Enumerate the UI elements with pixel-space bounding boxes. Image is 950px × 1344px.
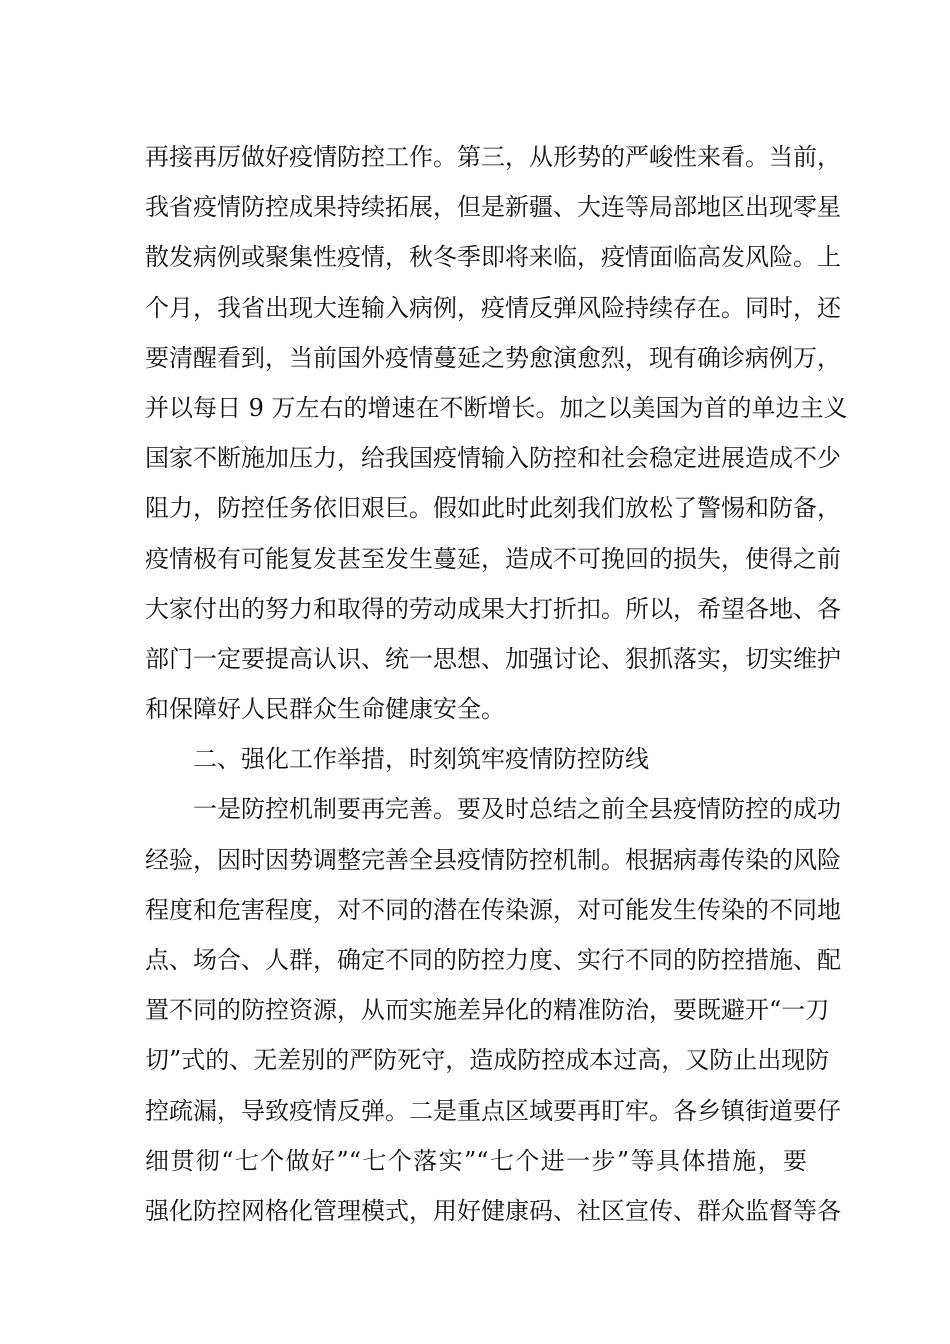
text-line: 国家不断施加压力，给我国疫情输入防控和社会稳定进展造成不少 — [145, 444, 841, 473]
text-line: 点、场合、人群，确定不同的防控力度、实行不同的防控措施、配 — [145, 946, 841, 974]
text-line: 大家付出的努力和取得的劳动成果大打折扣。所以，希望各地、各 — [145, 594, 841, 623]
text-line: 要清醒看到，当前国外疫情蔓延之势愈演愈烈，现有确诊病例万， — [145, 343, 841, 372]
text-line: 再接再厉做好疫情防控工作。第三，从形势的严峻性来看。当前， — [145, 143, 841, 171]
text-line: 散发病例或聚集性疫情，秋冬季即将来临，疫情面临高发风险。上 — [145, 243, 841, 272]
text-line: 个月，我省出现大连输入病例，疫情反弹风险持续存在。同时，还 — [145, 293, 841, 322]
text-line: 疫情极有可能复发甚至发生蔓延，造成不可挽回的损失，使得之前 — [145, 544, 841, 573]
text-line: 经验，因时因势调整完善全县疫情防控机制。根据病毒传染的风险 — [145, 845, 841, 874]
document-body — [145, 132, 848, 1236]
section-heading: 二、强化工作举措，时刻筑牢疫情防控防线 — [193, 745, 649, 774]
paragraph-first-line: 一是防控机制要再完善。要及时总结之前全县疫情防控的成功 — [193, 795, 841, 824]
text-line: 强化防控网格化管理模式，用好健康码、社区宣传、群众监督等各 — [145, 1196, 841, 1225]
text-line: 我省疫情防控成果持续拓展，但是新疆、大连等局部地区出现零星 — [145, 193, 841, 222]
text-line: 切”式的、无差别的严防死守，造成防控成本过高，又防止出现防 — [145, 1046, 830, 1075]
text-line: 置不同的防控资源，从而实施差异化的精准防治，要既避开“一刀 — [145, 996, 830, 1025]
text-line: 细贯彻“七个做好”“七个落实”“七个进一步”等具体措施，要 — [145, 1146, 807, 1175]
text-line: 程度和危害程度，对不同的潜在传染源，对可能发生传染的不同地 — [145, 895, 841, 924]
text-line: 和保障好人民群众生命健康安全。 — [145, 695, 505, 724]
text-line: 部门一定要提高认识、统一思想、加强讨论、狠抓落实，切实维护 — [145, 644, 841, 673]
text-line: 阻力，防控任务依旧艰巨。假如此时此刻我们放松了警惕和防备， — [145, 494, 841, 523]
text-line: 控疏漏，导致疫情反弹。二是重点区域要再盯牢。各乡镇街道要仔 — [145, 1096, 841, 1125]
text-line: 并以每日 9 万左右的增速在不断增长。加之以美国为首的单边主义 — [145, 393, 848, 422]
